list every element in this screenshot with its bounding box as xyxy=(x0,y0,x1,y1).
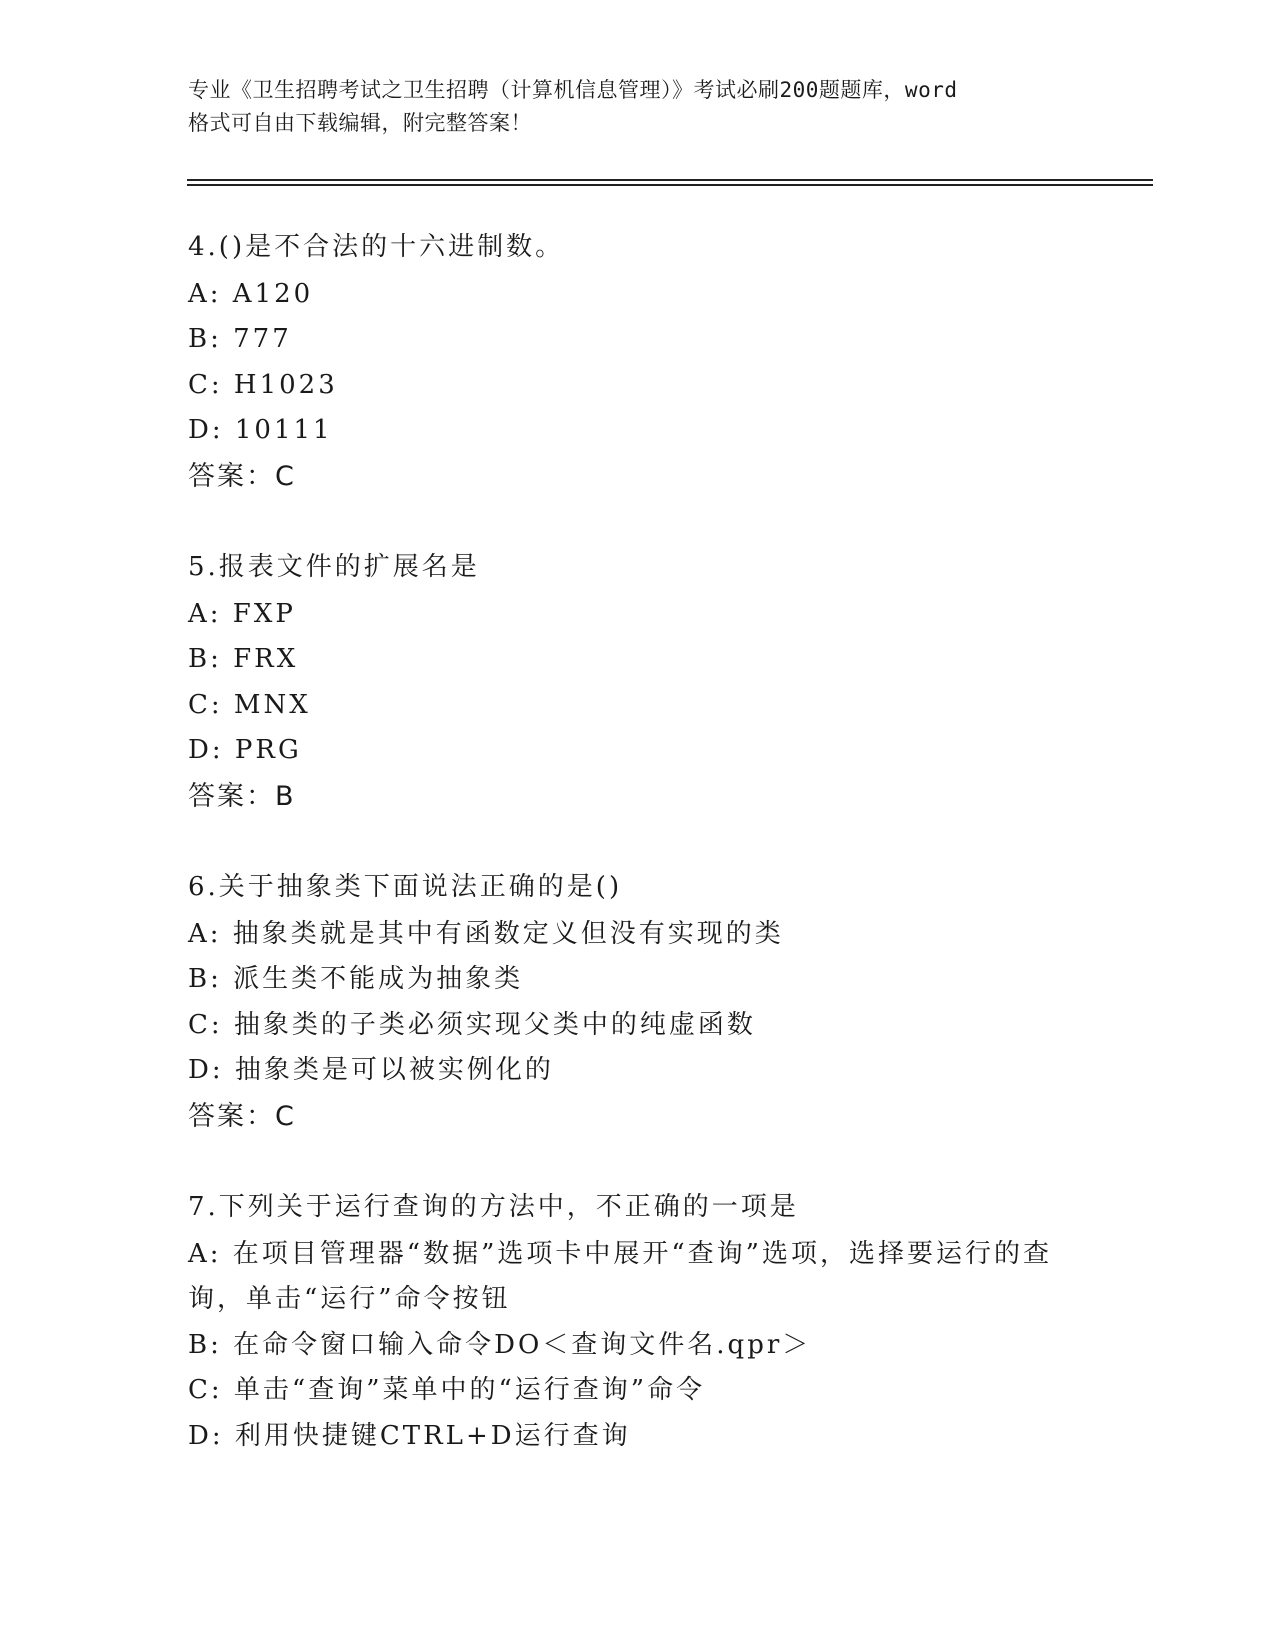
option-b: B: 在命令窗口输入命令DO＜查询文件名.qpr＞ xyxy=(188,1329,812,1360)
option-b: B: 派生类不能成为抽象类 xyxy=(188,964,524,994)
answer: 答案：C xyxy=(188,460,296,492)
question-stem: 6.关于抽象类下面说法正确的是() xyxy=(188,872,623,902)
question-5 xyxy=(188,545,1088,819)
document-header xyxy=(188,74,1088,140)
option-c: C: H1023 xyxy=(188,369,338,400)
option-a: A: 在项目管理器“数据”选项卡中展开“查询”选项，选择要运行的查询，单击“运行”命令按钮 xyxy=(188,1238,1052,1314)
option-c: C: MNX xyxy=(188,689,311,720)
option-d: D: 利用快捷键CTRL+D运行查询 xyxy=(188,1420,631,1451)
header-line-2: 格式可自由下载编辑，附完整答案！ xyxy=(188,111,532,135)
option-b: B: FRX xyxy=(188,644,299,674)
option-c: C: 单击“查询”菜单中的“运行查询”命令 xyxy=(188,1375,706,1405)
header-line-1: 专业《卫生招聘考试之卫生招聘（计算机信息管理）》考试必刷200题题库，word xyxy=(188,78,958,102)
option-d: D: PRG xyxy=(188,735,302,765)
option-a: A: A120 xyxy=(188,278,314,309)
header-divider-top xyxy=(187,179,1153,181)
header-divider-bottom xyxy=(187,184,1153,186)
question-4 xyxy=(188,225,1088,499)
question-stem: 7.下列关于运行查询的方法中，不正确的一项是 xyxy=(188,1192,799,1222)
option-a: A: FXP xyxy=(188,598,296,629)
question-stem: 5.报表文件的扩展名是 xyxy=(188,552,480,582)
question-7 xyxy=(188,1185,1088,1459)
answer: 答案：B xyxy=(188,780,296,812)
option-c: C: 抽象类的子类必须实现父类中的纯虚函数 xyxy=(188,1009,756,1040)
option-b: B: 777 xyxy=(188,324,292,354)
option-a: A: 抽象类就是其中有函数定义但没有实现的类 xyxy=(188,918,784,949)
answer: 答案：C xyxy=(188,1100,296,1132)
question-stem: 4.()是不合法的十六进制数。 xyxy=(188,232,565,262)
question-6 xyxy=(188,865,1088,1139)
option-d: D: 抽象类是可以被实例化的 xyxy=(188,1055,554,1085)
option-d: D: 10111 xyxy=(188,415,333,445)
